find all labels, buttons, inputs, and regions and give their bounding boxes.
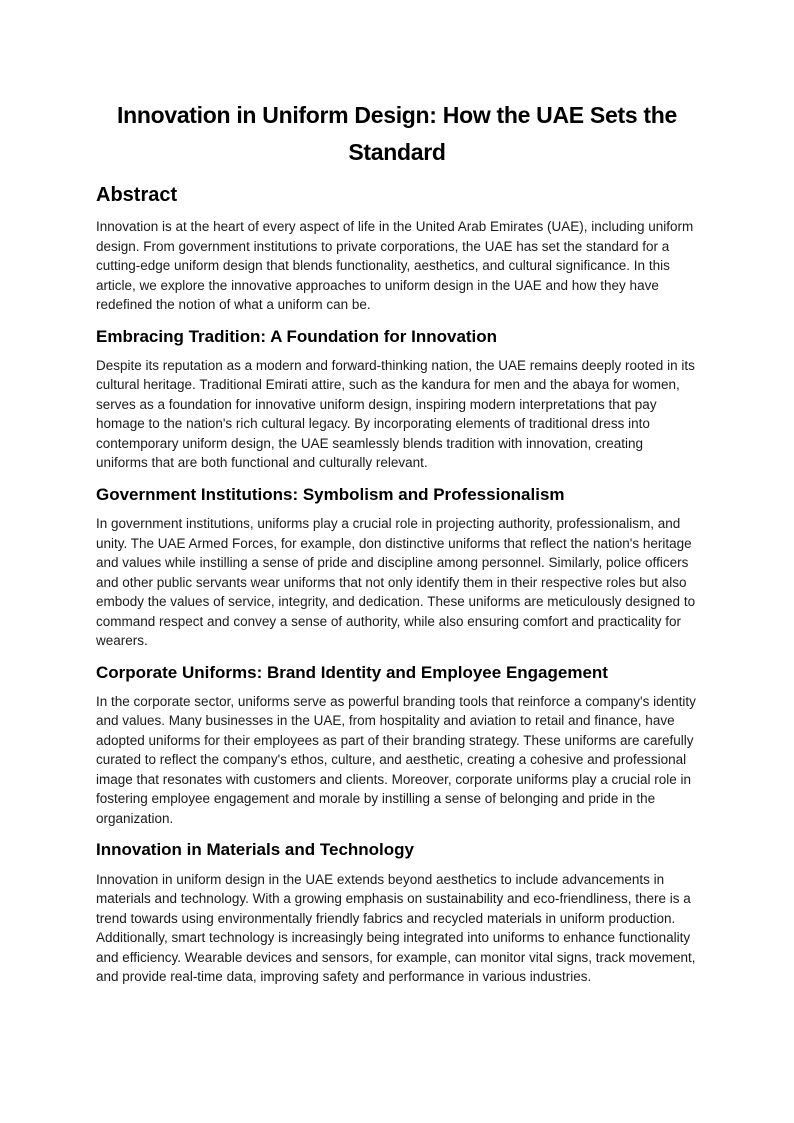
section-corporate-uniforms <box>96 662 698 829</box>
section-paragraph-embracing-tradition: Despite its reputation as a modern and forward-thinking nation, the UAE remains deeply rooted in its cultural heritage. Traditional Emirati attire, such as the kandura for men and the abaya for women, serves as a foundation for innovative uniform design, inspiring modern interpretations that pay homage to the nation's rich cultural legacy. By incorporating elements of traditional dress into contemporary uniform design, the UAE seamlessly blends tradition with innovation, creating uniforms that are both functional and culturally relevant. <box>96 357 695 471</box>
section-heading-embracing-tradition: Embracing Tradition: A Foundation for Innovation <box>96 326 498 346</box>
section-materials-technology <box>96 839 698 986</box>
document-title-line-1: Innovation in Uniform Design: How the UAE Sets the <box>116 102 678 128</box>
document-title <box>96 97 698 171</box>
section-heading-abstract: Abstract <box>96 184 178 206</box>
section-heading-government-institutions: Government Institutions: Symbolism and Professionalism <box>96 484 565 504</box>
section-government-institutions <box>96 484 698 651</box>
document-title-line-2: Standard <box>348 139 446 165</box>
section-paragraph-abstract: Innovation is at the heart of every aspect of life in the United Arab Emirates (UAE), including uniform design. From government institutions to private corporations, the UAE has set the standard for a cutting-edge uniform design that blends functionality, aesthetics, and cultural significance. In this article, we explore the innovative approaches to uniform design in the UAE and how they have redefined the notion of what a uniform can be. <box>96 219 694 312</box>
section-embracing-tradition <box>96 326 698 473</box>
section-paragraph-materials-technology: Innovation in uniform design in the UAE extends beyond aesthetics to include advancements in materials and technology. With a growing emphasis on sustainability and eco-friendliness, there is a trend towards using environmentally friendly fabrics and recycled materials in uniform production. Additionally, smart technology is increasingly being integrated into uniforms to enhance functionality and efficiency. Wearable devices and sensors, for example, can monitor vital signs, track movement, and provide real-time data, improving safety and performance in various industries. <box>96 871 696 984</box>
section-paragraph-corporate-uniforms: In the corporate sector, uniforms serve as powerful branding tools that reinforce a company's identity and values. Many businesses in the UAE, from hospitality and aviation to retail and finance, have adopted uniforms for their employees as part of their branding strategy. These uniforms are carefully curated to reflect the company's ethos, culture, and aesthetic, creating a cohesive and professional image that resonates with customers and clients. Moreover, corporate uniforms play a crucial role in fostering employee engagement and morale by instilling a sense of belonging and pride in the organization. <box>96 693 696 826</box>
section-heading-corporate-uniforms: Corporate Uniforms: Brand Identity and Employee Engagement <box>96 662 608 682</box>
section-heading-materials-technology: Innovation in Materials and Technology <box>96 840 414 860</box>
section-abstract <box>96 183 698 315</box>
section-paragraph-government-institutions: In government institutions, uniforms play a crucial role in projecting authority, professionalism, and unity. The UAE Armed Forces, for example, don distinctive uniforms that reflect the nation's heritage and values while instilling a sense of pride and discipline among personnel. Similarly, police officers and other public servants wear uniforms that not only identify them in their respective roles but also embody the values of service, integrity, and dedication. These uniforms are meticulously designed to command respect and convey a sense of authority, while also ensuring comfort and practicality for wearers. <box>96 516 696 648</box>
